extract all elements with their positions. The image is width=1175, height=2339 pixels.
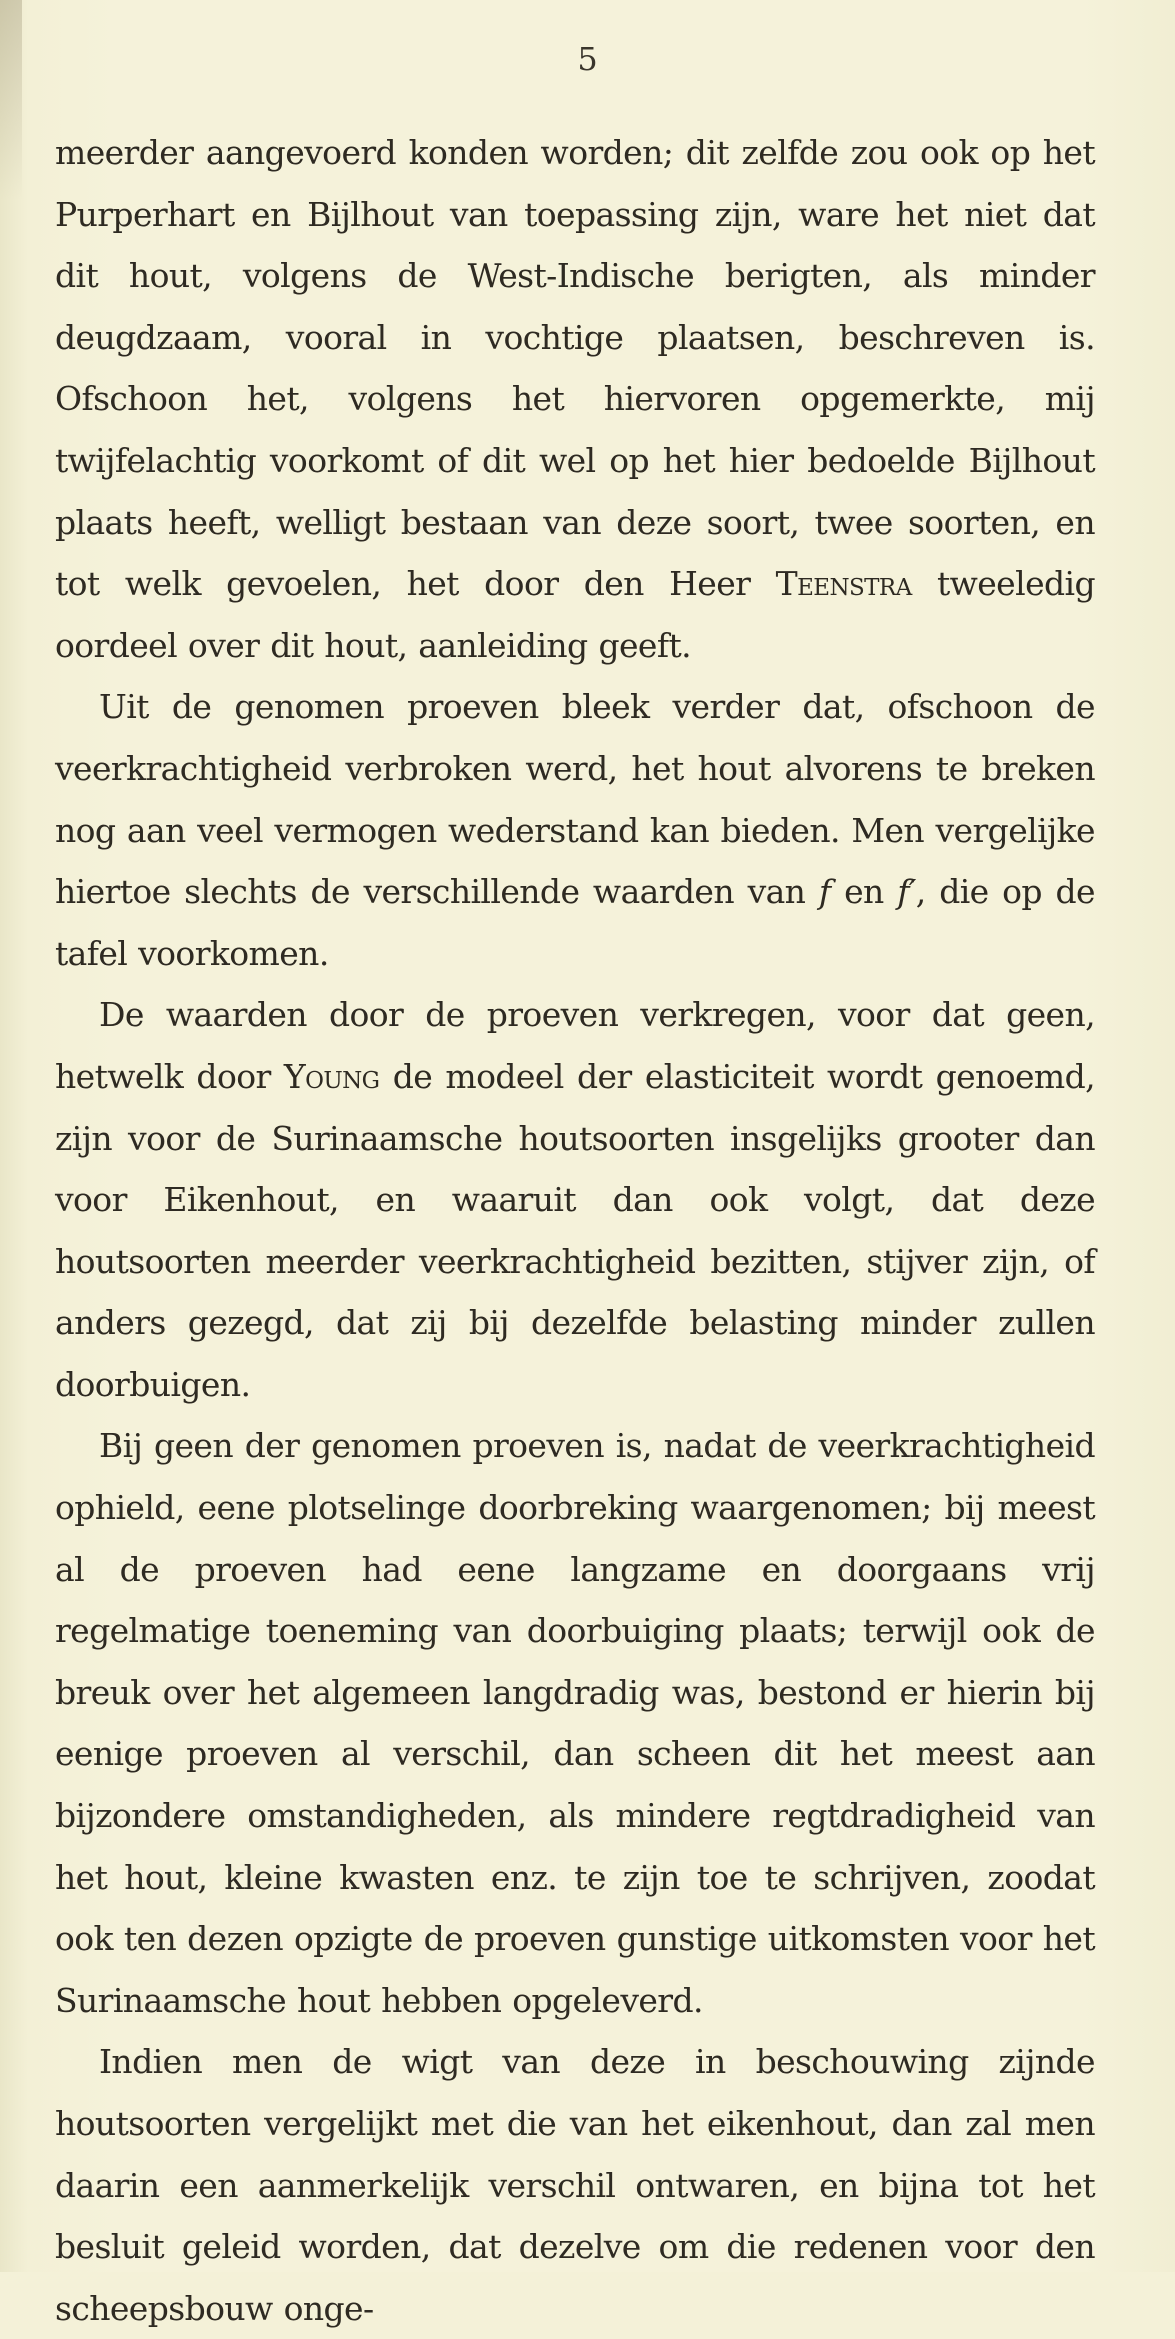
paragraph xyxy=(55,676,1095,984)
text-segment: Uit de genomen proeven bleek verder dat, ofschoon de veerkrachtigheid verbroken werd, het hout alvorens te breken nog aan veel vermogen wederstand kan bieden. Men vergelijke hiertoe slechts de verschillende waarden van xyxy=(55,687,1095,912)
formula-symbol: f xyxy=(818,872,831,912)
text-segment: meerder aangevoerd konden worden; dit zelfde zou ook op het Purperhart en Bijlhout van toepassing zijn, ware het niet dat dit hout, volgens de West-Indische berigten, als minder deugdzaam, vooral in vochtige plaatsen, beschreven is. Ofschoon het, volgens het hiervoren opgemerkte, mij twijfelachtig voorkomt of dit wel op het hier bedoelde Bijlhout plaats heeft, welligt bestaan van deze soort, twee soorten, en tot welk gevoelen, het door den Heer xyxy=(55,133,1095,604)
paragraph xyxy=(55,122,1095,676)
author-name: Young xyxy=(283,1056,380,1096)
text-segment: , die op de tafel voorkomen. xyxy=(55,872,1095,973)
text-segment: tweeledig oordeel over dit hout, aanleiding geeft. xyxy=(55,564,1095,665)
body-text xyxy=(55,122,1095,2339)
text-segment: De waarden door de proeven verkregen, voor dat geen, hetwelk door xyxy=(55,995,1095,1096)
paragraph xyxy=(55,984,1095,1415)
page-edge-stain xyxy=(0,0,22,200)
page-number: 5 xyxy=(577,40,598,78)
formula-symbol: f′ xyxy=(897,872,916,912)
text-segment: en xyxy=(830,872,898,912)
author-name: Teenstra xyxy=(775,564,912,604)
paragraph xyxy=(55,2031,1095,2339)
text-segment: Indien men de wigt van deze in beschouwing zijnde houtsoorten vergelijkt met die van het eikenhout, dan zal men daarin een aanmerkelijk verschil ontwaren, en bijna tot het besluit geleid worden, dat dezelve om die redenen voor den scheepsbouw onge- xyxy=(55,2042,1095,2328)
text-segment: de modeel der elasticiteit wordt genoemd, zijn voor de Surinaamsche houtsoorten insgelijks grooter dan voor Eikenhout, en waaruit dan ook volgt, dat deze houtsoorten meerder veerkrachtigheid bezitten, stijver zijn, of anders gezegd, dat zij bij dezelfde belasting minder zullen doorbuigen. xyxy=(55,1056,1095,1404)
text-segment: Bij geen der genomen proeven is, nadat de veerkrachtigheid ophield, eene plotselinge doorbreking waargenomen; bij meest al de proeven had eene langzame en doorgaans vrij regelmatige toeneming van doorbuiging plaats; terwijl ook de breuk over het algemeen langdradig was, bestond er hierin bij eenige proeven al verschil, dan scheen dit het meest aan bijzondere omstandigheden, als mindere regtdradigheid van het hout, kleine kwasten enz. te zijn toe te schrijven, zoodat ook ten dezen opzigte de proeven gunstige uitkomsten voor het Surinaamsche hout hebben opgeleverd. xyxy=(55,1426,1095,2020)
paragraph xyxy=(55,1415,1095,2031)
